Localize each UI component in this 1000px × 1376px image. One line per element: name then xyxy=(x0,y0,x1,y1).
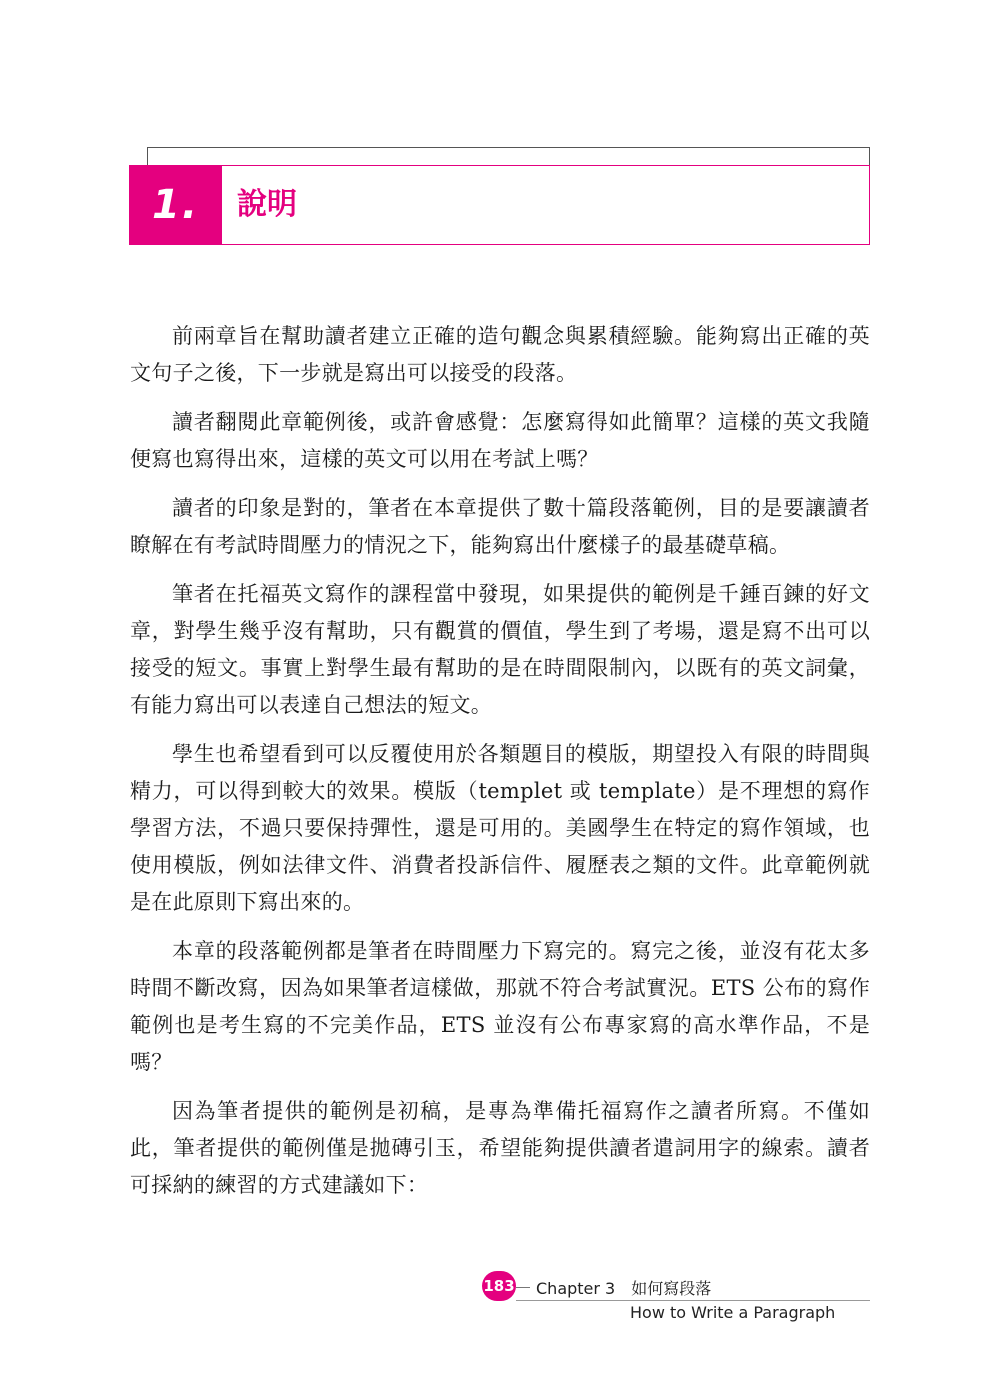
paragraph: 前兩章旨在幫助讀者建立正確的造句觀念與累積經驗。能夠寫出正確的英文句子之後，下一步就是寫出可以接受的段落。 xyxy=(130,324,870,385)
footer-chapter-subtitle: How to Write a Paragraph xyxy=(630,1303,836,1322)
paragraph: 學生也希望看到可以反覆使用於各類題目的模版，期望投入有限的時間與精力，可以得到較大的效果。模版（templet 或 template）是不理想的寫作學習方法，不過只要保持彈性，還是可用的。美國學生在特定的寫作領域，也使用模版，例如法律文件、消費者投訴信件、履歷表之類的文件。此章範例就是在此原則下寫出來的。 xyxy=(130,742,870,914)
footer-dash xyxy=(516,1287,530,1288)
page-number: 183 xyxy=(483,1277,515,1295)
footer-divider xyxy=(516,1300,870,1301)
paragraph: 本章的段落範例都是筆者在時間壓力下寫完的。寫完之後，並沒有花太多時間不斷改寫，因為如果筆者這樣做，那就不符合考試實況。ETS 公布的寫作範例也是考生寫的不完美作品，ETS 並沒有公布專家寫的高水準作品，不是嗎？ xyxy=(130,939,870,1074)
paragraph: 因為筆者提供的範例是初稿，是專為準備托福寫作之讀者所寫。不僅如此，筆者提供的範例僅是拋磚引玉，希望能夠提供讀者遣詞用字的線索。讀者可採納的練習的方式建議如下： xyxy=(130,1099,870,1197)
footer-chapter-title: Chapter 3 如何寫段落 xyxy=(536,1279,712,1298)
page-number-badge xyxy=(482,1271,516,1301)
paragraph: 讀者的印象是對的，筆者在本章提供了數十篇段落範例，目的是要讓讀者瞭解在有考試時間壓力的情況之下，能夠寫出什麼樣子的最基礎草稿。 xyxy=(130,496,870,557)
section-title: 說明 xyxy=(237,187,297,222)
paragraph: 筆者在托福英文寫作的課程當中發現，如果提供的範例是千錘百鍊的好文章，對學生幾乎沒有幫助，只有觀賞的價值，學生到了考場，還是寫不出可以接受的短文。事實上對學生最有幫助的是在時間限制內，以既有的英文詞彙，有能力寫出可以表達自己想法的短文。 xyxy=(130,582,870,717)
header-top-frame xyxy=(147,147,870,165)
paragraph: 讀者翻閱此章範例後，或許會感覺：怎麼寫得如此簡單？這樣的英文我隨便寫也寫得出來，這樣的英文可以用在考試上嗎？ xyxy=(130,410,870,471)
section-number-block xyxy=(129,165,222,245)
body-text xyxy=(130,318,870,1216)
section-number: 1. xyxy=(151,182,200,228)
